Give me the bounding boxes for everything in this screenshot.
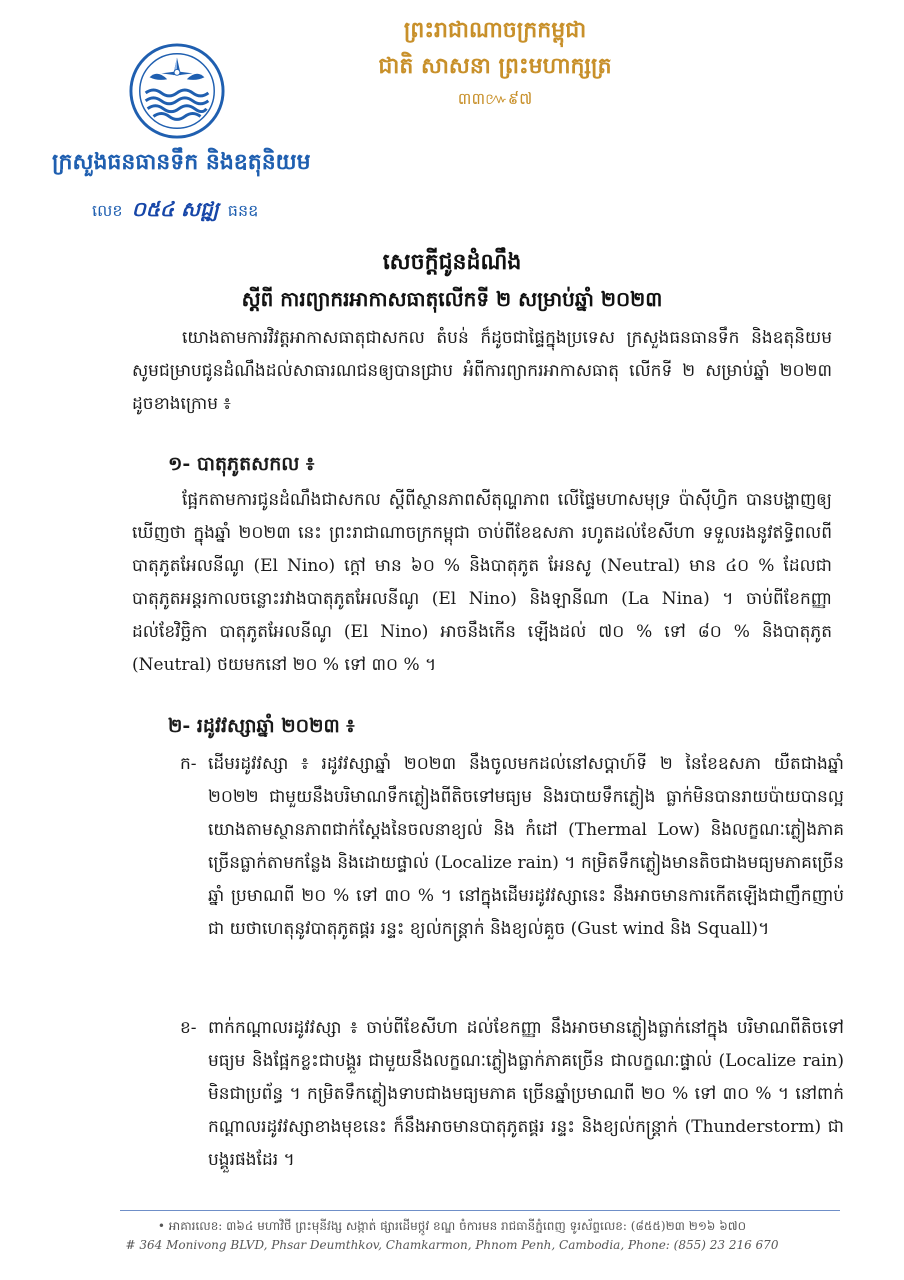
document-number [92, 196, 258, 226]
section-1-heading: ១- បាតុភូតសកល ៖ [168, 453, 315, 475]
list-marker: ក- [180, 754, 197, 774]
section-2-item-b [180, 1012, 844, 1177]
list-item-text: ពាក់កណ្តាលរដូវវស្សា ៖ ចាប់ពីខែសីហា ដល់ខែកញ្ញា នឹងអាចមានភ្លៀងធ្លាក់នៅក្នុង បរិមាណពីតិចទៅមធ្យម និងផ្អែកខ្លះជាបង្គួរ ជាមួយនឹងលក្ខណៈភ្លៀងធ្លាក់ភាគច្រើន ជាលក្ខណៈផ្ទាល់ (Localize rain) មិនជាប្រព័ន្ធ ។ កម្រិតទឹកភ្លៀងទាបជាងមធ្យមភាគ ច្រើនឆ្នាំប្រមាណពី ២០ % ទៅ ៣០ % ។ នៅពាក់កណ្តាលរដូវវស្សាខាងមុខនេះ ក៏នឹងអាចមានបាតុភូតផ្គរ រន្ទះ និងខ្យល់កន្ត្រាក់ (Thunderstorm) ជាបង្គួរផងដែរ ។ [208, 1018, 844, 1170]
footer-address-english: # 364 Monivong BLVD, Phsar Deumthkov, Chamkarmon, Phnom Penh, Cambodia, Phone: (855) 23 216 670 [125, 1238, 779, 1252]
ministry-logo-icon [128, 42, 226, 140]
section-2-item-a [180, 748, 844, 946]
document-number-suffix: ធនឧ [227, 201, 259, 220]
kingdom-motto: ជាតិ សាសនា ព្រះមហាក្សត្រ [378, 53, 612, 79]
ministry-name: ក្រសួងធនធានទឹក និងឧតុនិយម [52, 149, 311, 175]
list-item-text: ដើមរដូវវស្សា ៖ រដូវវស្សាឆ្នាំ ២០២៣ នឹងចូលមកដល់នៅសប្តាហ៍ទី ២ នៃខែឧសភា យឺតជាងឆ្នាំ ២០២២ ជាមួយនឹងបរិមាណទឹកភ្លៀងពីតិចទៅមធ្យម និងរបាយទឹកភ្លៀង ធ្លាក់មិនបានរាយប៉ាយបានល្អ យោងតាមស្ថានភាពជាក់ស្តែងនៃចលនាខ្យល់ និង កំដៅ (Thermal Low) និងលក្ខណៈភ្លៀងភាគច្រើនធ្លាក់តាមកន្លែង និងដោយផ្ទាល់ (Localize rain) ។ កម្រិតទឹកភ្លៀងមានតិចជាងមធ្យមភាគច្រើនឆ្នាំ ប្រមាណពី ២០ % ទៅ ៣០ % ។ នៅក្នុងដើមរដូវវស្សានេះ នឹងអាចមានការកើតឡើងជាញឹកញាប់ជា យថាហេតុនូវបាតុភូតផ្គរ រន្ទះ ខ្យល់កន្ត្រាក់ និងខ្យល់គួច (Gust wind និង Squall)។ [208, 754, 844, 939]
document-number-value: ០៥៤ សជ្ឍ [131, 197, 219, 221]
kingdom-ornament: ៣៣៚៩៧ [457, 89, 533, 108]
footer-address-khmer: • អាគារលេខ: ៣៦៤ មហាវិថី ព្រះមុនីវង្ស សង្កាត់ ផ្សារដើមថ្កូវ ខណ្ឌ ចំការមន រាជធានីភ្នំពេញ ទូរស័ព្ទលេខ: (៨៥៥)២៣ ២១៦ ៦៧០ [157, 1219, 747, 1233]
notice-title: សេចក្តីជូនដំណឹង [382, 249, 522, 275]
section-1-body: ផ្អែកតាមការជូនដំណឹងជាសកល ស្តីពីស្ថានភាពសីតុណ្ហភាព លើផ្ទៃមហាសមុទ្រ ប៉ាស៊ីហ្វិក បានបង្ហាញឲ្យឃើញថា ក្នុងឆ្នាំ ២០២៣ នេះ ព្រះរាជាណាចក្រកម្ពុជា ចាប់ពីខែឧសភា រហូតដល់ខែសីហា ទទួលរងនូវឥទ្ធិពលពីបាតុភូតអែលនីណូ (El Nino) ក្តៅ មាន ៦០ % និងបាតុភូត អែនសូ (Neutral) មាន ៤០ % ដែលជាបាតុភូតអន្តរកាលចន្លោះរវាងបាតុភូតអែលនីណូ (El Nino) និងឡានីណា (La Nina) ។ ចាប់ពីខែកញ្ញាដល់ខែវិច្ឆិកា បាតុភូតអែលនីណូ (El Nino) អាចនឹងកើន ឡើងដល់ ៧០ % ទៅ ៨០ % និងបាតុភូត (Neutral) ថយមកនៅ ២០ % ទៅ ៣០ % ។ [132, 490, 832, 675]
list-marker: ខ- [180, 1018, 197, 1038]
footer-divider [120, 1210, 840, 1211]
section-2-heading: ២- រដូវវស្សាឆ្នាំ ២០២៣ ៖ [168, 715, 355, 737]
document-number-label: លេខ [92, 201, 123, 220]
intro-paragraph: យោងតាមការវិវត្តអាកាសធាតុជាសកល តំបន់ ក៏ដូចជាផ្ទៃក្នុងប្រទេស ក្រសួងធនធានទឹក និងឧតុនិយម សូមជម្រាបជូនដំណឹងដល់សាធារណជនឲ្យបានជ្រាប អំពីការព្យាករអាកាសធាតុ លើកទី ២ សម្រាប់ឆ្នាំ ២០២៣ ដូចខាងក្រោម ៖ [132, 328, 832, 414]
notice-subtitle: ស្តីពី ការព្យាករអាកាសធាតុលើកទី ២ សម្រាប់ឆ្នាំ ២០២៣ [241, 287, 663, 311]
kingdom-title: ព្រះរាជាណាចក្រកម្ពុជា [403, 17, 587, 43]
